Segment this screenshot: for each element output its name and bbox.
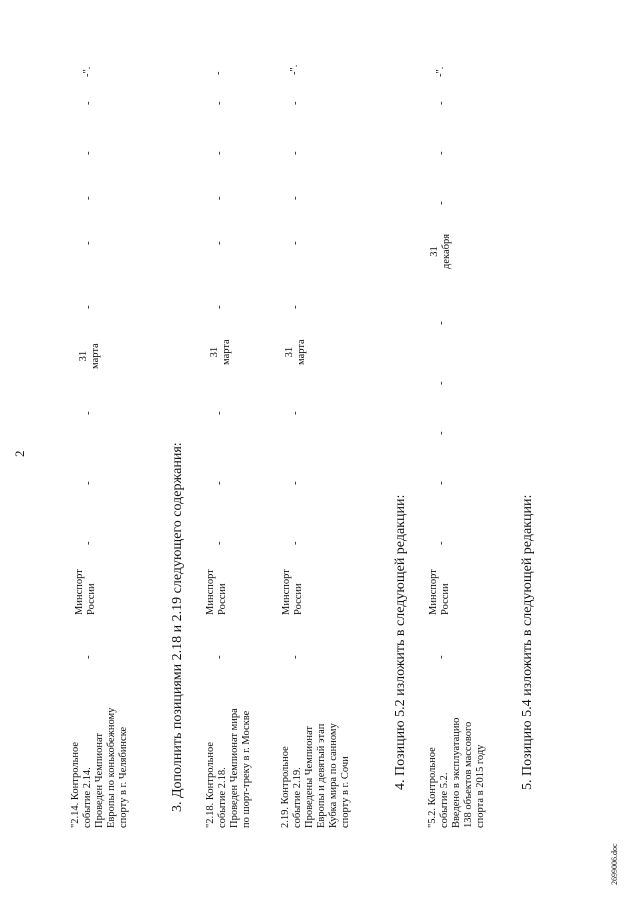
heading-5: 5. Позицию 5.4 изложить в следующей редакции: — [520, 494, 535, 790]
footer-file-name: 2699006.doc — [610, 843, 619, 885]
row-2-18-dash: - — [213, 305, 225, 309]
row-2-19-executor: Минспорт России — [281, 569, 304, 615]
row-2-14-dash: - — [82, 101, 94, 105]
row-5-2-dash: - — [435, 381, 447, 385]
row-2-18-dash: - — [213, 481, 225, 485]
row-5-2-dash: - — [435, 321, 447, 325]
page-number: 2 — [12, 450, 27, 457]
row-2-14-dash: - — [82, 196, 94, 200]
row-2-19-dash: - — [289, 305, 301, 309]
row-2-14-event: "2.14. Контрольное событие 2.14. Проведен Чемпионат Европы по конькобежному спорту в г. Челябинске — [70, 707, 129, 828]
row-2-14-dash: - — [82, 305, 94, 309]
row-5-2-dash: - — [435, 541, 447, 545]
row-2-19-dash: - — [289, 655, 301, 659]
row-5-2-dash: - — [435, 431, 447, 435]
row-2-18-dash: - — [213, 151, 225, 155]
row-2-18-closing: - — [213, 71, 224, 75]
row-2-19-closing: -". — [289, 64, 300, 75]
row-5-2-dash: - — [435, 151, 447, 155]
row-2-18-dash: - — [213, 241, 225, 245]
row-5-2-executor: Минспорт России — [428, 569, 451, 615]
row-2-18-executor: Минспорт России — [205, 569, 228, 615]
row-2-14-dash: - — [82, 411, 94, 415]
row-5-2-dash: - — [435, 655, 447, 659]
row-2-19-dash: - — [289, 541, 301, 545]
row-5-2-date: 31 декабря — [429, 233, 452, 269]
row-5-2-dash: - — [435, 481, 447, 485]
row-5-2-event: "5.2. Контрольное событие 5.2. Введено в эксплуатацию 138 объектов массового спорта в 2015 году — [427, 717, 486, 828]
row-2-19-dash: - — [289, 241, 301, 245]
row-2-14-dash: - — [82, 541, 94, 545]
row-2-18-dash: - — [213, 196, 225, 200]
row-2-14-dash: - — [82, 151, 94, 155]
row-2-14-executor: Минспорт России — [74, 569, 97, 615]
row-2-18-dash: - — [213, 655, 225, 659]
heading-3: 3. Дополнить позициями 2.18 и 2.19 следующего содержания: — [170, 442, 185, 812]
row-2-19-event: 2.19. Контрольное событие 2.19. Проведены Чемпионат Европы и девятый этап Кубка мира по санному спорту в г. Сочи — [280, 723, 351, 828]
row-2-18-dash: - — [213, 411, 225, 415]
row-2-18-dash: - — [213, 101, 225, 105]
row-2-14-closing: -". — [82, 66, 93, 77]
row-2-14-dash: - — [82, 481, 94, 485]
row-5-2-dash: - — [435, 201, 447, 205]
row-2-18-date: 31 марта — [209, 339, 232, 365]
row-2-14-dash: - — [82, 655, 94, 659]
row-2-19-date: 31 марта — [284, 339, 307, 365]
row-5-2-closing: -". — [435, 66, 446, 77]
row-5-2-dash: - — [435, 101, 447, 105]
row-2-14-dash: - — [82, 241, 94, 245]
row-2-14-date: 31 марта — [78, 343, 101, 369]
row-2-19-dash: - — [289, 196, 301, 200]
row-2-19-dash: - — [289, 411, 301, 415]
heading-4: 4. Позицию 5.2 изложить в следующей редакции: — [393, 494, 408, 790]
row-2-19-dash: - — [289, 481, 301, 485]
row-2-18-dash: - — [213, 541, 225, 545]
row-2-18-event: "2.18. Контрольное событие 2.18. Проведен Чемпионат мира по шорт-треку в г. Москве — [205, 708, 252, 828]
row-2-19-dash: - — [289, 101, 301, 105]
row-2-19-dash: - — [289, 151, 301, 155]
